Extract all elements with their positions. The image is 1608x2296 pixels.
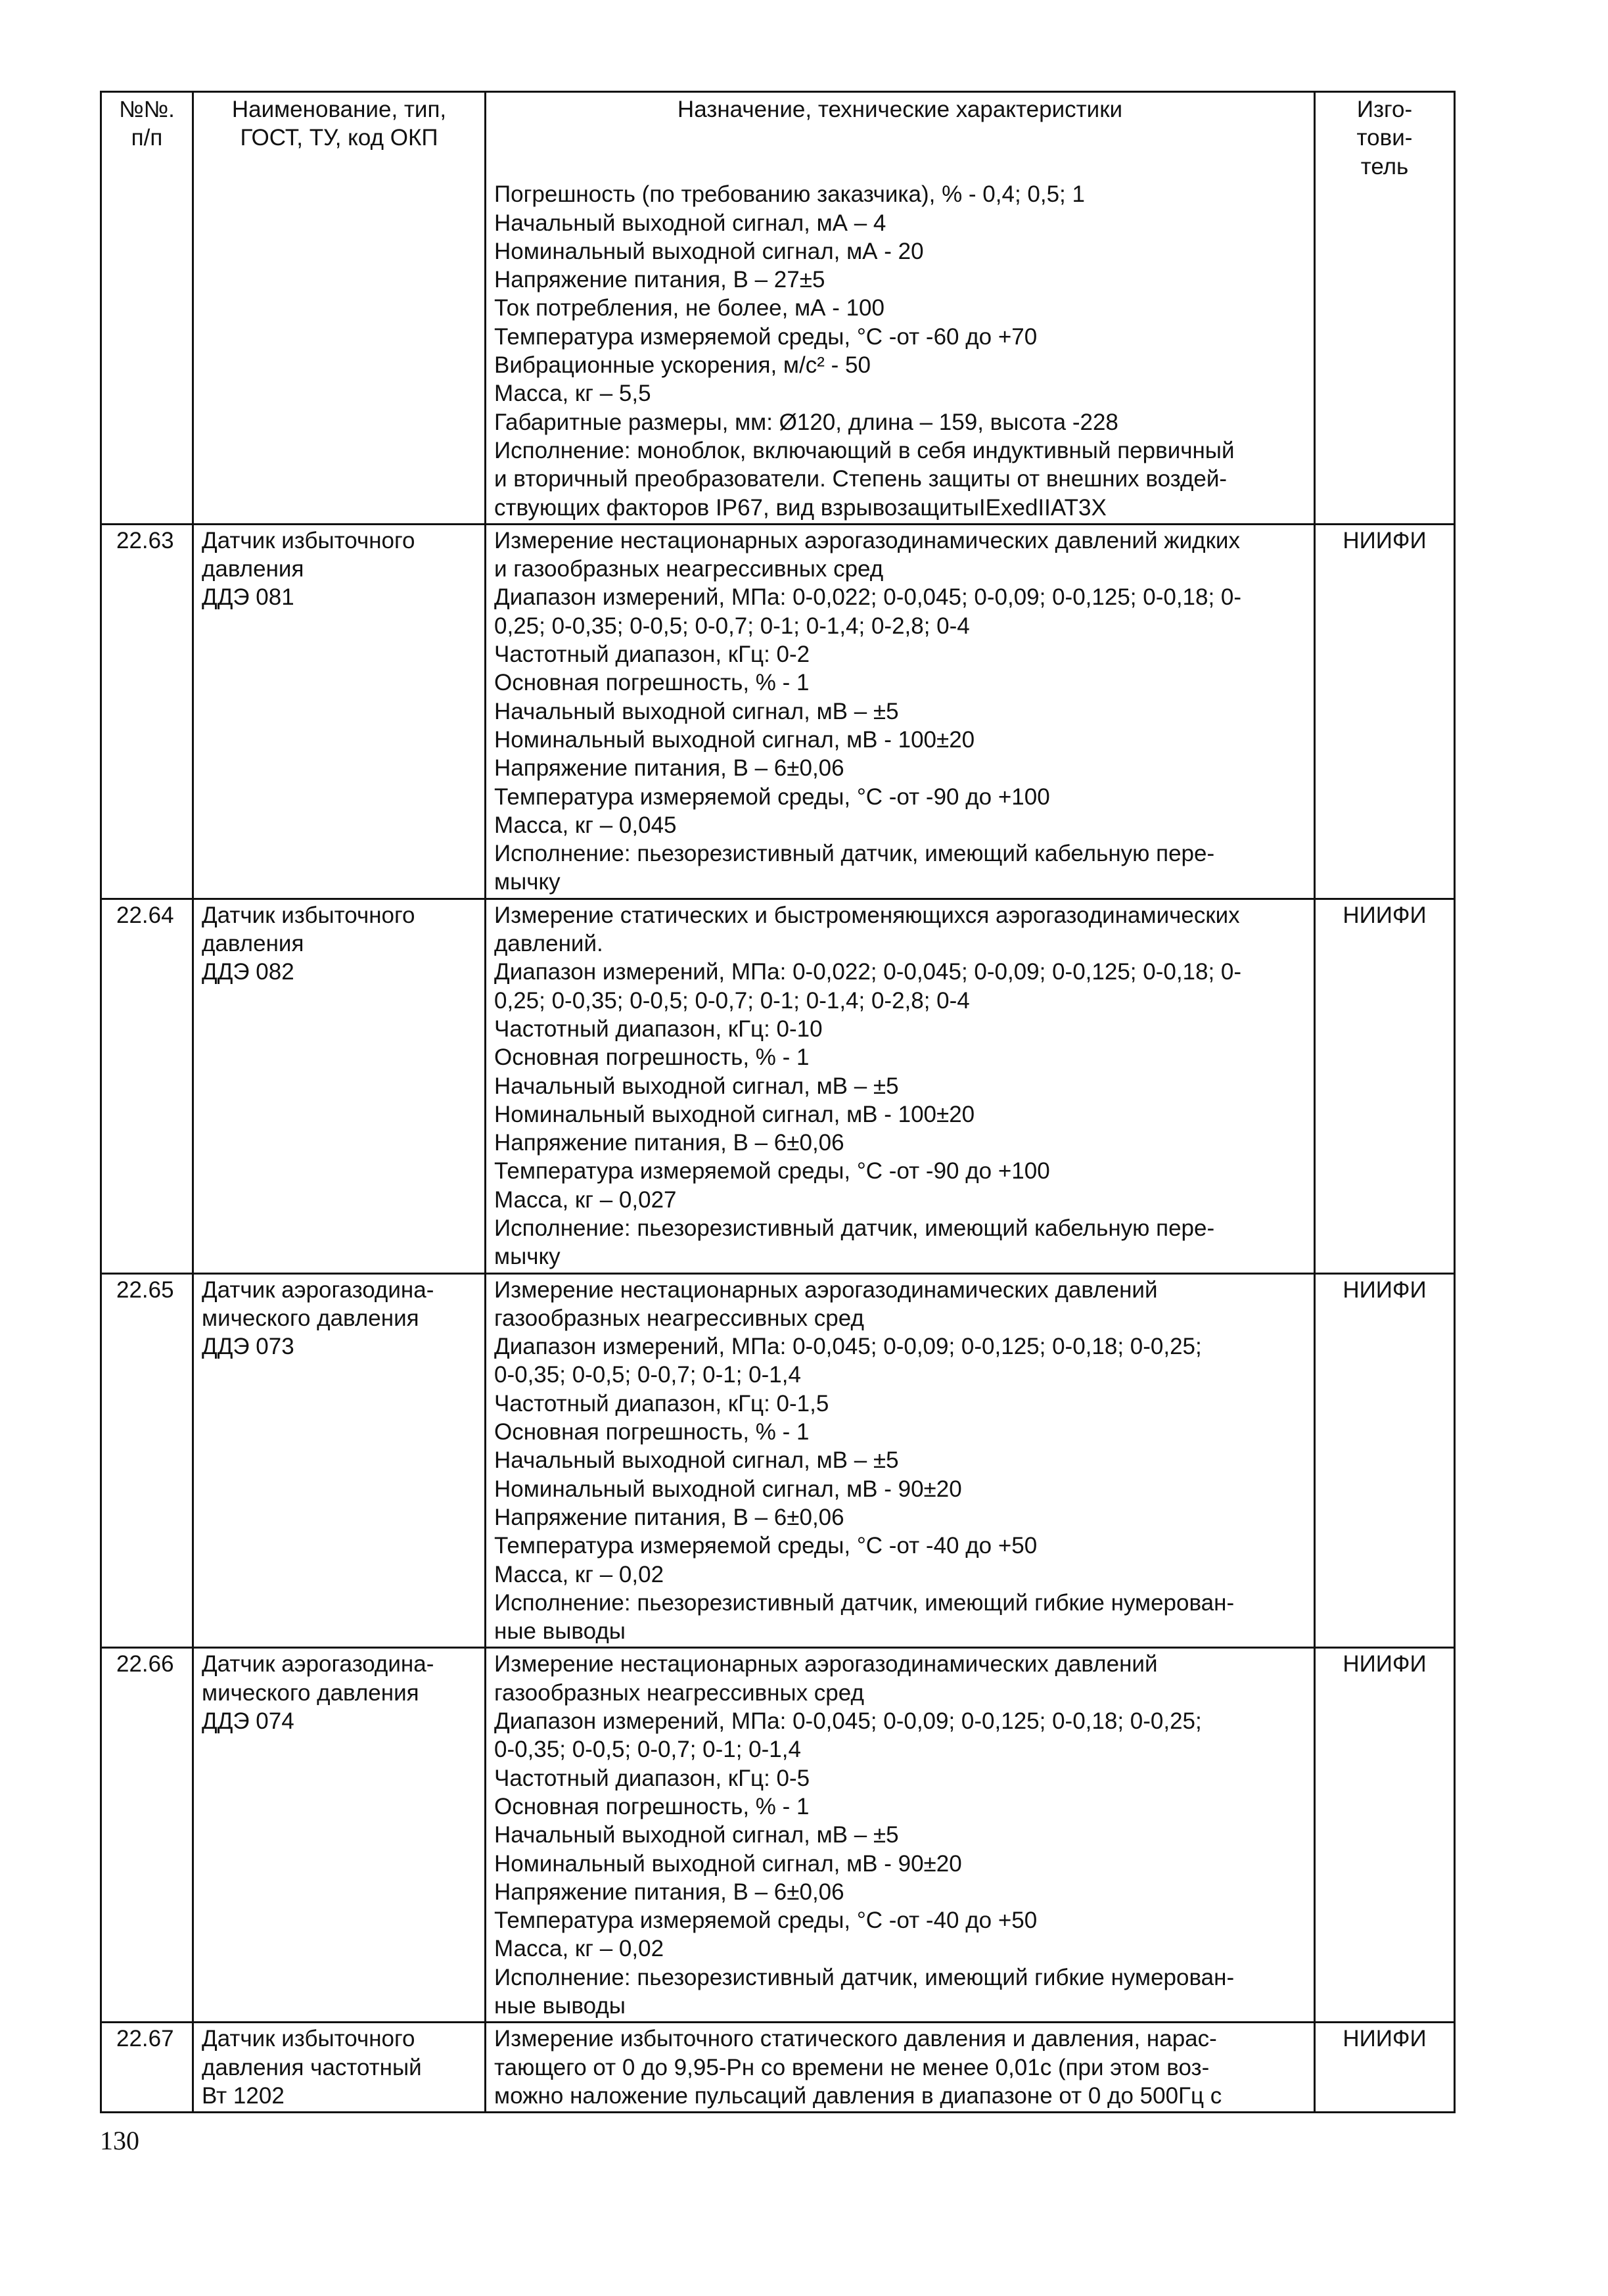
spec-line: Основная погрешность, % - 1 — [494, 670, 810, 696]
spec-line: Напряжение питания, В – 6±0,06 — [494, 1504, 844, 1530]
spec-line: Номинальный выходной сигнал, мВ - 100±20 — [494, 726, 975, 753]
continuation-line: ствующих факторов IP67, вид взрывозащитыIExedIIAT3X — [494, 494, 1107, 521]
spec-line: Масса, кг – 0,02 — [494, 1561, 664, 1587]
spec-line: Температура измеряемой среды, °С -от -40 до +50 — [494, 1533, 1038, 1559]
spec-line: Основная погрешность, % - 1 — [494, 1044, 810, 1071]
spec-line: мычку — [494, 869, 561, 895]
spec-line: Напряжение питания, В – 6±0,06 — [494, 1130, 844, 1156]
spec-line: Основная погрешность, % - 1 — [494, 1419, 810, 1445]
device-spec — [486, 1273, 1315, 1648]
continuation-line: Габаритные размеры, мм: Ø120, длина – 159, высота -228 — [494, 409, 1118, 435]
spec-line: тающего от 0 до 9,95-Рн со времени не менее 0,01с (при этом воз- — [494, 2054, 1210, 2080]
continuation-line: Начальный выходной сигнал, мА – 4 — [494, 210, 886, 236]
device-name-line: Вт 1202 — [202, 2082, 285, 2109]
spec-table — [100, 91, 1456, 2113]
spec-line: Масса, кг – 0,02 — [494, 1936, 664, 1962]
device-spec — [486, 899, 1315, 1273]
spec-line: Температура измеряемой среды, °С -от -90 до +100 — [494, 1158, 1050, 1184]
spec-line: Диапазон измерений, МПа: 0-0,022; 0-0,045; 0-0,09; 0-0,125; 0-0,18; 0- — [494, 959, 1242, 985]
spec-line: 0,25; 0-0,35; 0-0,5; 0-0,7; 0-1; 0-1,4; 0-2,8; 0-4 — [494, 987, 970, 1014]
spec-line: Диапазон измерений, МПа: 0-0,022; 0-0,045; 0-0,09; 0-0,125; 0-0,18; 0- — [494, 584, 1242, 611]
spec-line: ные выводы — [494, 1618, 626, 1645]
spec-table-sheet — [100, 91, 1454, 2113]
spec-line: Номинальный выходной сигнал, мВ - 90±20 — [494, 1850, 962, 1877]
spec-line: Основная погрешность, % - 1 — [494, 1793, 810, 1819]
spec-line: Измерение статических и быстроменяющихся аэрогазодинамических — [494, 902, 1240, 928]
device-name — [193, 2023, 486, 2113]
continuation-line: Температура измеряемой среды, °С -от -60 до +70 — [494, 323, 1038, 350]
spec-line: Измерение избыточного статического давления и давления, нарас- — [494, 2026, 1217, 2052]
row-number: 22.64 — [101, 899, 193, 1273]
spec-line: Температура измеряемой среды, °С -от -40 до +50 — [494, 1908, 1038, 1934]
continuation-line: Погрешность (по требованию заказчика), % - 0,4; 0,5; 1 — [494, 181, 1085, 208]
device-name — [193, 899, 486, 1273]
header-num: №№. п/п — [101, 92, 193, 525]
table-row — [101, 524, 1455, 899]
spec-line: Частотный диапазон, кГц: 0-1,5 — [494, 1390, 829, 1417]
spec-line: Измерение нестационарных аэрогазодинамических давлений — [494, 1651, 1158, 1677]
continuation-line: Вибрационные ускорения, м/с² - 50 — [494, 352, 871, 379]
row-number: 22.66 — [101, 1648, 193, 2023]
spec-line: Начальный выходной сигнал, мВ – ±5 — [494, 1073, 899, 1099]
continuation-line: Напряжение питания, В – 27±5 — [494, 267, 825, 293]
row-number: 22.63 — [101, 524, 193, 899]
manufacturer: НИИФИ — [1315, 1648, 1455, 2023]
spec-line: и газообразных неагрессивных сред — [494, 556, 884, 582]
device-name-line: ДДЭ 082 — [202, 959, 294, 985]
manufacturer: НИИФИ — [1315, 524, 1455, 899]
continuation-line: Ток потребления, не более, мА - 100 — [494, 295, 884, 321]
spec-line: Диапазон измерений, МПа: 0-0,045; 0-0,09; 0-0,125; 0-0,18; 0-0,25; — [494, 1708, 1202, 1735]
spec-line: 0-0,35; 0-0,5; 0-0,7; 0-1; 0-1,4 — [494, 1737, 801, 1763]
manufacturer: НИИФИ — [1315, 2023, 1455, 2113]
spec-line: мычку — [494, 1244, 561, 1270]
table-row — [101, 2023, 1455, 2113]
continuation-line: и вторичный преобразователи. Степень защиты от внешних воздей- — [494, 466, 1228, 492]
spec-line: Масса, кг – 0,027 — [494, 1186, 677, 1213]
spec-line: Измерение нестационарных аэрогазодинамических давлений жидких — [494, 527, 1240, 553]
device-name — [193, 1273, 486, 1648]
manufacturer: НИИФИ — [1315, 899, 1455, 1273]
device-name-line: давления частотный — [202, 2054, 422, 2080]
device-name — [193, 524, 486, 899]
spec-line: Частотный диапазон, кГц: 0-2 — [494, 642, 810, 668]
table-header-row — [101, 92, 1455, 525]
spec-line: 0-0,35; 0-0,5; 0-0,7; 0-1; 0-1,4 — [494, 1362, 801, 1388]
spec-line: Начальный выходной сигнал, мВ – ±5 — [494, 698, 899, 724]
spec-line: Температура измеряемой среды, °С -от -90 до +100 — [494, 784, 1050, 810]
table-row — [101, 1273, 1455, 1648]
continuation-line: Номинальный выходной сигнал, мА - 20 — [494, 238, 924, 264]
row-number: 22.67 — [101, 2023, 193, 2113]
spec-line: газообразных неагрессивных сред — [494, 1679, 864, 1706]
device-name-line: ДДЭ 073 — [202, 1334, 294, 1360]
device-spec — [486, 1648, 1315, 2023]
spec-line: Исполнение: пьезорезистивный датчик, имеющий гибкие нумерован- — [494, 1964, 1235, 1990]
spec-line: Масса, кг – 0,045 — [494, 812, 677, 838]
device-name-line: мического давления — [202, 1679, 419, 1706]
device-name-line: Датчик избыточного — [202, 527, 415, 553]
spec-line: Исполнение: пьезорезистивный датчик, имеющий гибкие нумерован- — [494, 1589, 1235, 1616]
spec-line: Номинальный выходной сигнал, мВ - 90±20 — [494, 1476, 962, 1502]
device-name-line: мического давления — [202, 1305, 419, 1331]
table-row — [101, 1648, 1455, 2023]
spec-line: Начальный выходной сигнал, мВ – ±5 — [494, 1447, 899, 1474]
spec-line: Исполнение: пьезорезистивный датчик, имеющий кабельную пере- — [494, 1215, 1215, 1241]
header-manufacturer: Изго- тови- тель — [1315, 92, 1455, 525]
spec-line: Номинальный выходной сигнал, мВ - 100±20 — [494, 1101, 975, 1127]
device-name-line: Датчик избыточного — [202, 902, 415, 928]
spec-line: Начальный выходной сигнал, мВ – ±5 — [494, 1822, 899, 1848]
device-name-line: давления — [202, 931, 304, 957]
header-spec: Назначение, технические характеристики Погрешность (по требованию заказчика), % - 0,4; 0,5; 1 Начальный выходной сигнал, мА – 4 Номинальный выходной сигнал, мА - 20 Напряжение питания, В – 27±5 Ток потребления, не более, мА - 100 Температура измеряемой среды, °С -от -60 до +70 Вибрационные ускорения, м/с² - 50 Масса, кг – 5,5 Габаритные размеры, мм: Ø120, длина – 159, высота -228 Исполнение: моноблок, включающий в себя индуктивный первичный и вторичный преобразователи. Степень защиты от внешних воздей- ствующих факторов IP67, вид взрывозащитыIExedIIAT3X — [486, 92, 1315, 525]
device-name-line: ДДЭ 074 — [202, 1708, 294, 1735]
spec-line: Напряжение питания, В – 6±0,06 — [494, 755, 844, 782]
row-number: 22.65 — [101, 1273, 193, 1648]
device-name-line: давления — [202, 556, 304, 582]
device-name — [193, 1648, 486, 2023]
spec-line: можно наложение пульсаций давления в диапазоне от 0 до 500Гц с — [494, 2082, 1222, 2109]
header-name: Наименование, тип, ГОСТ, ТУ, код ОКП — [193, 92, 486, 525]
continuation-line: Исполнение: моноблок, включающий в себя индуктивный первичный — [494, 437, 1235, 463]
device-spec — [486, 2023, 1315, 2113]
spec-line: Напряжение питания, В – 6±0,06 — [494, 1879, 844, 1905]
page-number: 130 — [100, 2126, 139, 2155]
spec-line: Частотный диапазон, кГц: 0-10 — [494, 1016, 823, 1042]
continuation-spec — [494, 180, 1306, 522]
table-row — [101, 899, 1455, 1273]
spec-line: газообразных неагрессивных сред — [494, 1305, 864, 1331]
spec-line: ные выводы — [494, 1993, 626, 2019]
spec-line: 0,25; 0-0,35; 0-0,5; 0-0,7; 0-1; 0-1,4; 0-2,8; 0-4 — [494, 613, 970, 639]
device-name-line: Датчик избыточного — [202, 2026, 415, 2052]
spec-line: Измерение нестационарных аэрогазодинамических давлений — [494, 1277, 1158, 1303]
device-name-line: Датчик аэрогазодина- — [202, 1651, 434, 1677]
manufacturer: НИИФИ — [1315, 1273, 1455, 1648]
device-spec — [486, 524, 1315, 899]
device-name-line: Датчик аэрогазодина- — [202, 1277, 434, 1303]
spec-line: Частотный диапазон, кГц: 0-5 — [494, 1765, 810, 1791]
device-name-line: ДДЭ 081 — [202, 584, 294, 611]
table-body — [101, 524, 1455, 2112]
spec-line: давлений. — [494, 931, 603, 957]
spec-line: Диапазон измерений, МПа: 0-0,045; 0-0,09; 0-0,125; 0-0,18; 0-0,25; — [494, 1334, 1202, 1360]
spec-line: Исполнение: пьезорезистивный датчик, имеющий кабельную пере- — [494, 841, 1215, 867]
continuation-line: Масса, кг – 5,5 — [494, 381, 651, 407]
